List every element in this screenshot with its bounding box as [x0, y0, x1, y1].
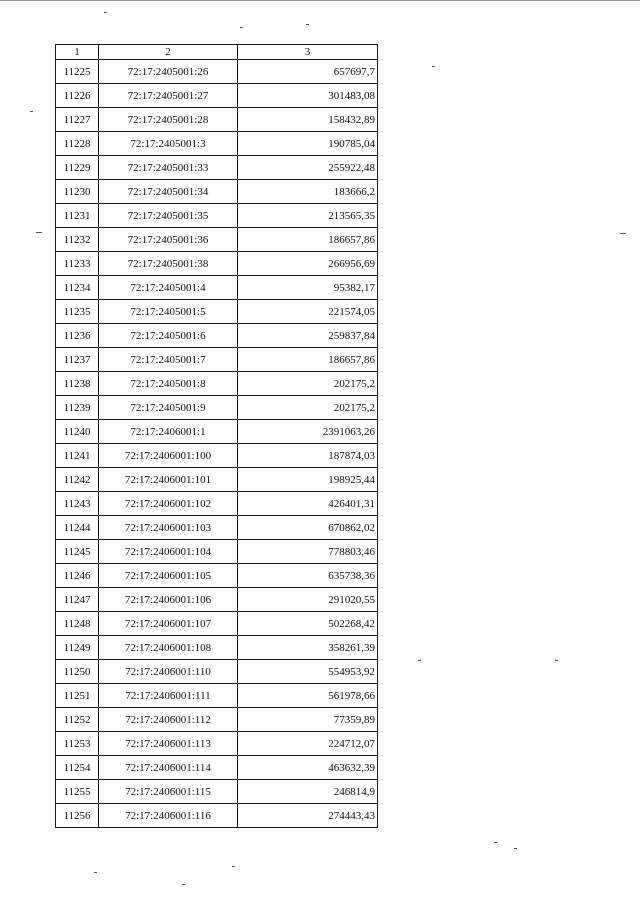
- table-row: [56, 780, 378, 804]
- scan-speck: [30, 111, 33, 112]
- cadastral-number-cell: 72:17:2406001:113: [99, 732, 238, 756]
- value-cell: 301483,08: [238, 84, 378, 108]
- table-row: [56, 180, 378, 204]
- table-row: [56, 396, 378, 420]
- cadastral-number-cell: 72:17:2405001:27: [99, 84, 238, 108]
- table-row: [56, 252, 378, 276]
- value-cell: 259837,84: [238, 324, 378, 348]
- row-number-cell: 11240: [56, 420, 99, 444]
- value-cell: 255922,48: [238, 156, 378, 180]
- row-number-cell: 11247: [56, 588, 99, 612]
- row-number-cell: 11256: [56, 804, 99, 828]
- table-row: [56, 468, 378, 492]
- cadastral-number-cell: 72:17:2406001:100: [99, 444, 238, 468]
- value-cell: 554953,92: [238, 660, 378, 684]
- cadastral-number-cell: 72:17:2406001:108: [99, 636, 238, 660]
- row-number-cell: 11234: [56, 276, 99, 300]
- row-number-cell: 11252: [56, 708, 99, 732]
- cadastral-number-cell: 72:17:2406001:102: [99, 492, 238, 516]
- cadastral-number-cell: 72:17:2405001:38: [99, 252, 238, 276]
- cadastral-number-cell: 72:17:2406001:104: [99, 540, 238, 564]
- cadastral-number-cell: 72:17:2406001:111: [99, 684, 238, 708]
- cadastral-number-cell: 72:17:2405001:6: [99, 324, 238, 348]
- table-row: [56, 348, 378, 372]
- cadastral-number-cell: 72:17:2406001:106: [99, 588, 238, 612]
- table-row: [56, 300, 378, 324]
- cadastral-number-cell: 72:17:2405001:36: [99, 228, 238, 252]
- cadastral-number-cell: 72:17:2405001:33: [99, 156, 238, 180]
- row-number-cell: 11227: [56, 108, 99, 132]
- row-number-cell: 11226: [56, 84, 99, 108]
- scan-speck: [232, 866, 235, 867]
- table-row: [56, 660, 378, 684]
- table-row: [56, 732, 378, 756]
- row-number-cell: 11244: [56, 516, 99, 540]
- value-cell: 186657,86: [238, 228, 378, 252]
- cadastral-number-cell: 72:17:2405001:26: [99, 60, 238, 84]
- cadastral-number-cell: 72:17:2405001:3: [99, 132, 238, 156]
- value-cell: 77359,89: [238, 708, 378, 732]
- row-number-cell: 11233: [56, 252, 99, 276]
- row-number-cell: 11230: [56, 180, 99, 204]
- value-cell: 95382,17: [238, 276, 378, 300]
- value-cell: 274443,43: [238, 804, 378, 828]
- row-number-cell: 11232: [56, 228, 99, 252]
- row-number-cell: 11249: [56, 636, 99, 660]
- cadastral-number-cell: 72:17:2405001:5: [99, 300, 238, 324]
- row-number-cell: 11255: [56, 780, 99, 804]
- value-cell: 202175,2: [238, 372, 378, 396]
- cadastral-number-cell: 72:17:2405001:28: [99, 108, 238, 132]
- value-cell: 502268,42: [238, 612, 378, 636]
- cadastral-number-cell: 72:17:2406001:107: [99, 612, 238, 636]
- row-number-cell: 11245: [56, 540, 99, 564]
- value-cell: 198925,44: [238, 468, 378, 492]
- table-row: [56, 492, 378, 516]
- table-row: [56, 84, 378, 108]
- value-cell: 183666,2: [238, 180, 378, 204]
- cadastral-number-cell: 72:17:2406001:103: [99, 516, 238, 540]
- row-number-cell: 11254: [56, 756, 99, 780]
- value-cell: 778803,46: [238, 540, 378, 564]
- table-row: [56, 516, 378, 540]
- table-row: [56, 612, 378, 636]
- cadastral-number-cell: 72:17:2406001:115: [99, 780, 238, 804]
- value-cell: 670862,02: [238, 516, 378, 540]
- row-number-cell: 11243: [56, 492, 99, 516]
- table-row: [56, 684, 378, 708]
- row-number-cell: 11237: [56, 348, 99, 372]
- value-cell: 246814,9: [238, 780, 378, 804]
- cadastral-number-cell: 72:17:2406001:114: [99, 756, 238, 780]
- scan-speck: [432, 66, 435, 67]
- row-number-cell: 11251: [56, 684, 99, 708]
- cadastral-number-cell: 72:17:2405001:9: [99, 396, 238, 420]
- table-row: [56, 324, 378, 348]
- cadastral-number-cell: 72:17:2406001:101: [99, 468, 238, 492]
- cadastral-number-cell: 72:17:2406001:105: [99, 564, 238, 588]
- value-cell: 266956,69: [238, 252, 378, 276]
- row-number-cell: 11235: [56, 300, 99, 324]
- table-row: [56, 156, 378, 180]
- table-row: [56, 108, 378, 132]
- cadastral-number-cell: 72:17:2405001:4: [99, 276, 238, 300]
- value-cell: 635738,36: [238, 564, 378, 588]
- table-row: [56, 564, 378, 588]
- cadastral-number-cell: 72:17:2406001:112: [99, 708, 238, 732]
- row-number-cell: 11238: [56, 372, 99, 396]
- row-number-cell: 11229: [56, 156, 99, 180]
- row-number-cell: 11242: [56, 468, 99, 492]
- scan-speck: [36, 232, 42, 233]
- column-header-2: 2: [99, 45, 238, 60]
- cadastral-number-cell: 72:17:2406001:116: [99, 804, 238, 828]
- table-row: [56, 540, 378, 564]
- row-number-cell: 11253: [56, 732, 99, 756]
- row-number-cell: 11239: [56, 396, 99, 420]
- row-number-cell: 11231: [56, 204, 99, 228]
- row-number-cell: 11228: [56, 132, 99, 156]
- table-row: [56, 420, 378, 444]
- value-cell: 561978,66: [238, 684, 378, 708]
- scan-speck: [494, 842, 497, 843]
- value-cell: 187874,03: [238, 444, 378, 468]
- value-cell: 2391063,26: [238, 420, 378, 444]
- value-cell: 213565,35: [238, 204, 378, 228]
- value-cell: 463632,39: [238, 756, 378, 780]
- value-cell: 202175,2: [238, 396, 378, 420]
- value-cell: 221574,05: [238, 300, 378, 324]
- table-row: [56, 204, 378, 228]
- scan-speck: [620, 233, 626, 234]
- scan-speck: [182, 884, 185, 885]
- table-header-row: [56, 45, 378, 60]
- cadastral-number-cell: 72:17:2405001:34: [99, 180, 238, 204]
- value-cell: 186657,86: [238, 348, 378, 372]
- value-cell: 358261,39: [238, 636, 378, 660]
- scan-speck: [94, 872, 97, 873]
- scan-speck: [240, 27, 243, 28]
- scan-speck: [104, 12, 107, 13]
- scan-speck: [306, 24, 309, 25]
- cadastral-number-cell: 72:17:2405001:8: [99, 372, 238, 396]
- row-number-cell: 11236: [56, 324, 99, 348]
- row-number-cell: 11241: [56, 444, 99, 468]
- row-number-cell: 11225: [56, 60, 99, 84]
- cadastral-number-cell: 72:17:2405001:35: [99, 204, 238, 228]
- row-number-cell: 11246: [56, 564, 99, 588]
- table-row: [56, 60, 378, 84]
- table-row: [56, 276, 378, 300]
- table-row: [56, 228, 378, 252]
- table-row: [56, 444, 378, 468]
- scan-speck: [514, 848, 517, 849]
- cadastral-number-cell: 72:17:2405001:7: [99, 348, 238, 372]
- value-cell: 657697,7: [238, 60, 378, 84]
- value-cell: 224712,07: [238, 732, 378, 756]
- row-number-cell: 11248: [56, 612, 99, 636]
- column-header-1: 1: [56, 45, 99, 60]
- table-row: [56, 132, 378, 156]
- value-cell: 158432,89: [238, 108, 378, 132]
- scan-speck: [418, 660, 421, 661]
- value-cell: 426401,31: [238, 492, 378, 516]
- table-row: [56, 756, 378, 780]
- cadastral-number-cell: 72:17:2406001:1: [99, 420, 238, 444]
- cadastral-number-cell: 72:17:2406001:110: [99, 660, 238, 684]
- scan-edge-line: [0, 0, 640, 1]
- data-table: [55, 44, 378, 828]
- table-row: [56, 708, 378, 732]
- table-row: [56, 636, 378, 660]
- scan-speck: [555, 660, 558, 661]
- row-number-cell: 11250: [56, 660, 99, 684]
- table-body: [56, 60, 378, 828]
- value-cell: 190785,04: [238, 132, 378, 156]
- table-row: [56, 804, 378, 828]
- value-cell: 291020,55: [238, 588, 378, 612]
- column-header-3: 3: [238, 45, 378, 60]
- table-row: [56, 372, 378, 396]
- table-row: [56, 588, 378, 612]
